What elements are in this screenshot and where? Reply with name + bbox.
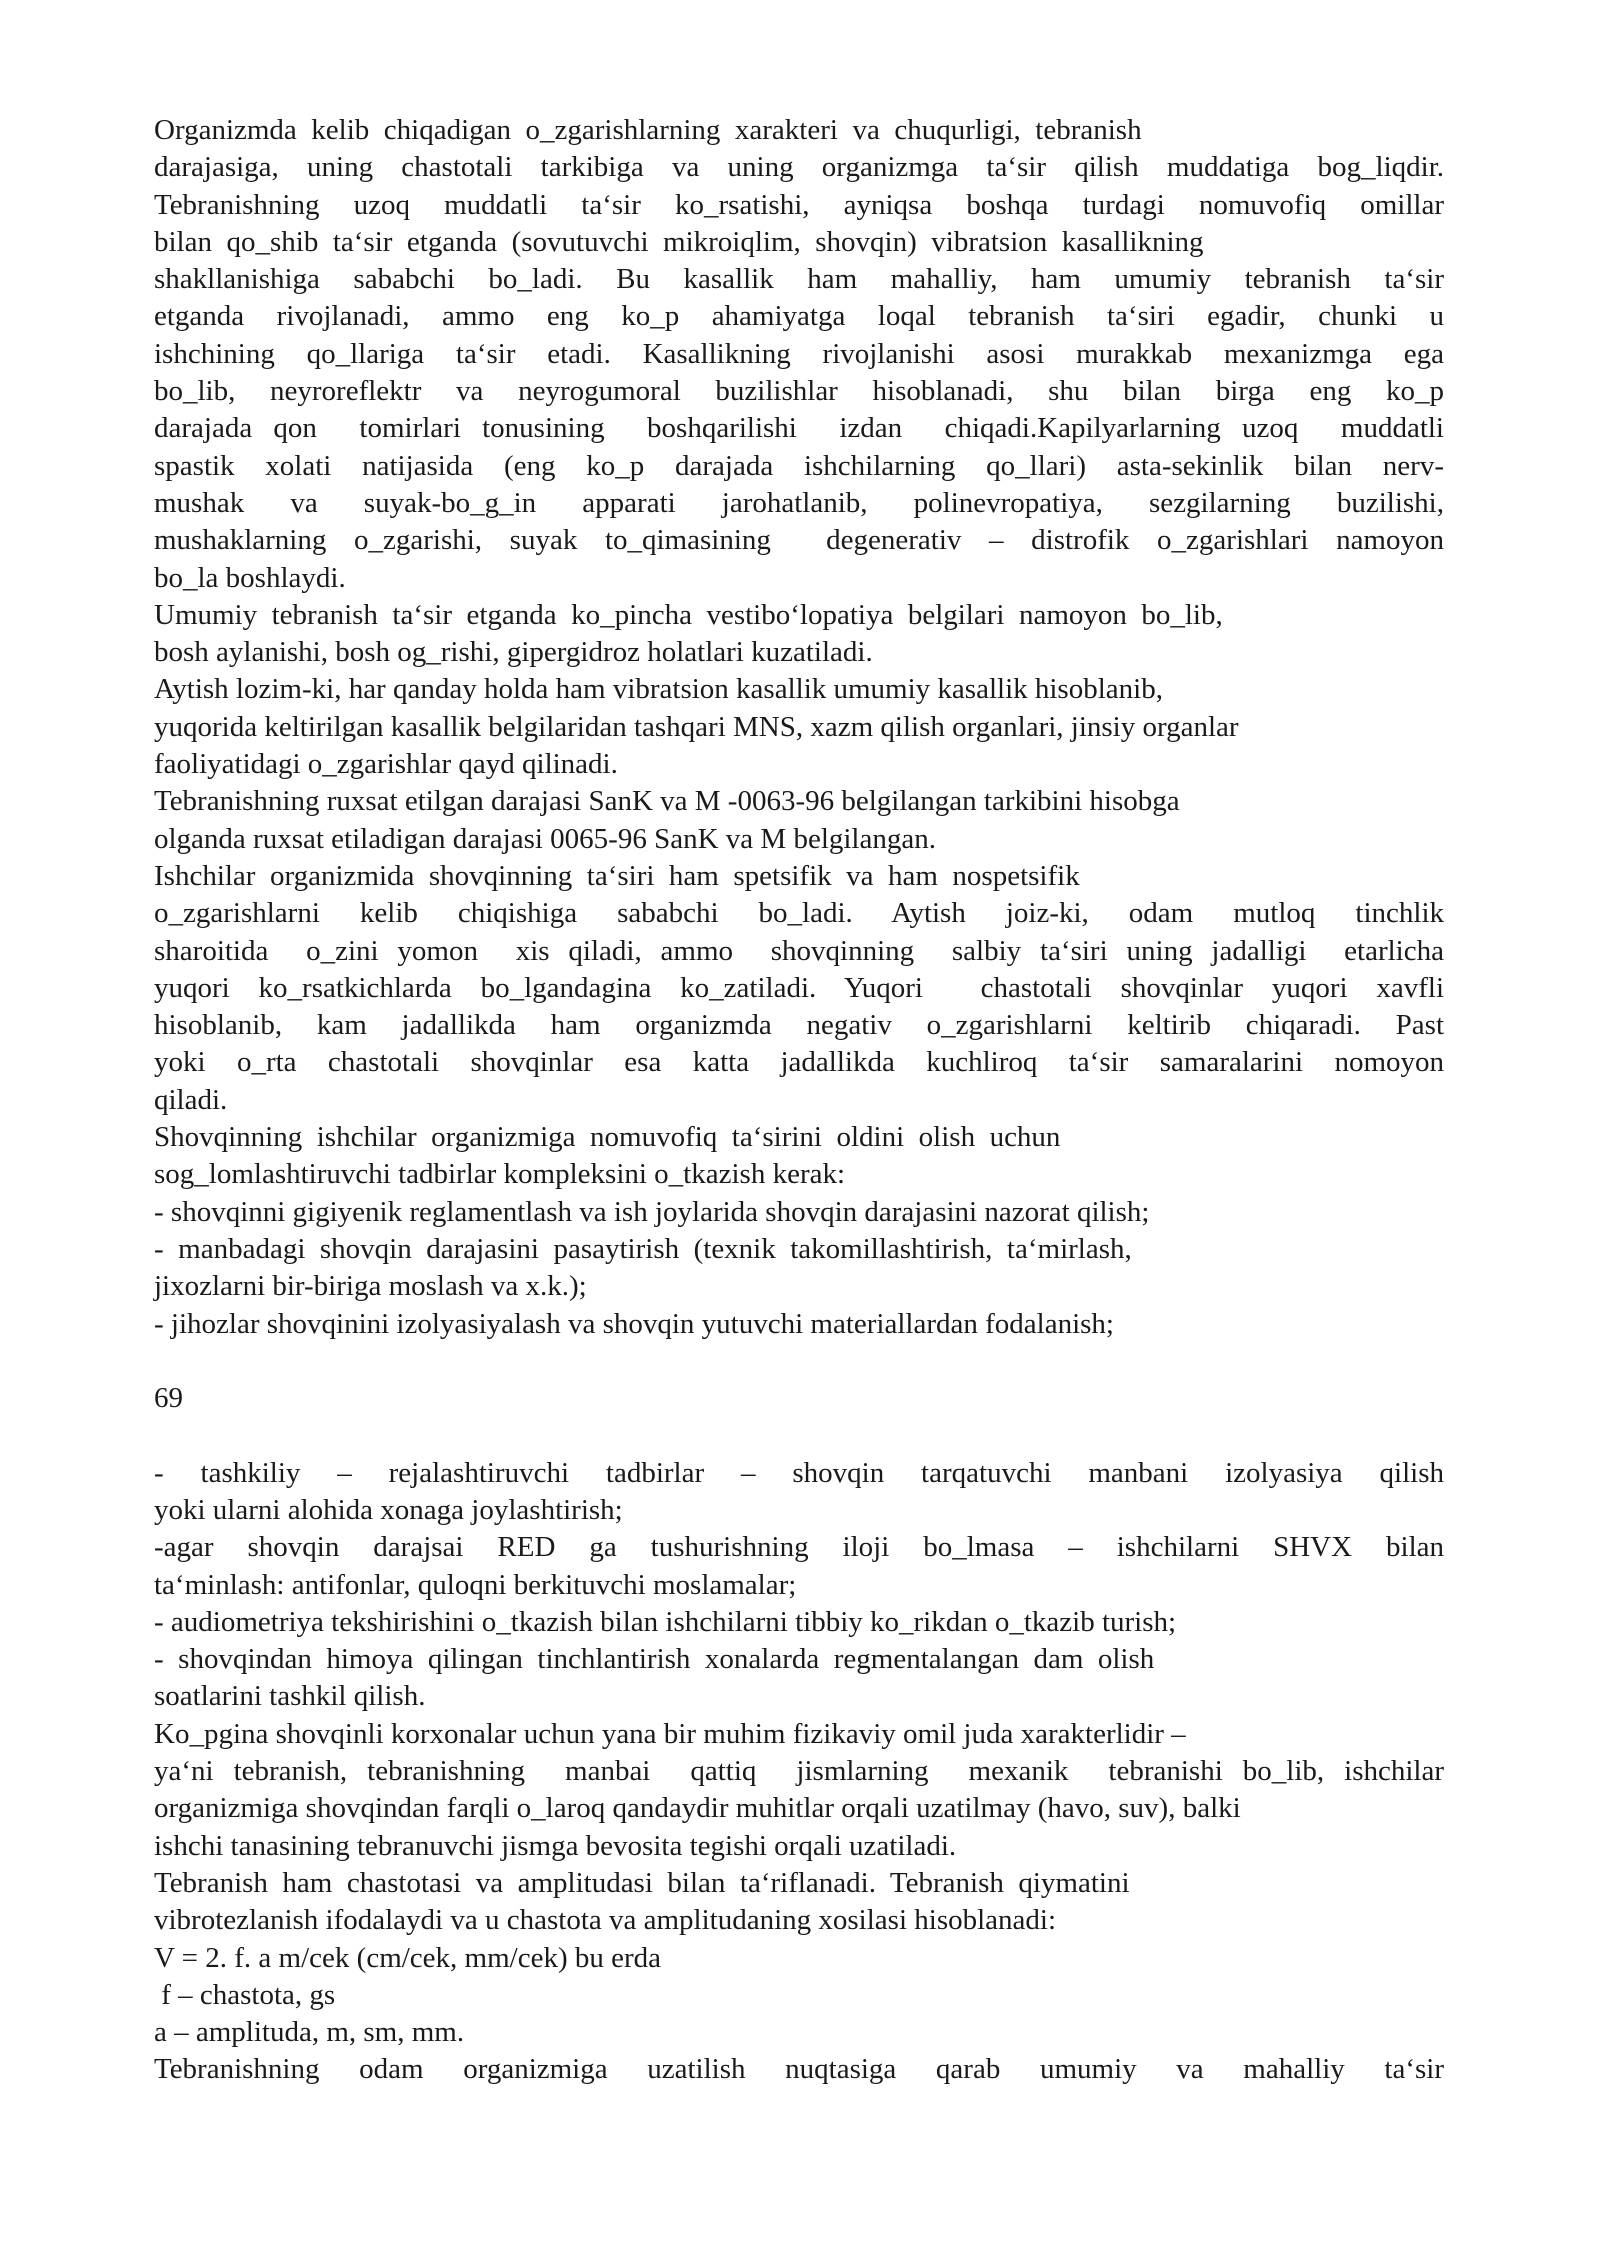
text-line: bilan qo_shib ta‘sir etganda (sovutuvchi mikroiqlim, shovqin) vibratsion kasallikning [154, 225, 1204, 258]
page-number: 69 [154, 1382, 183, 1415]
text-line: hisoblanib, kam jadallikda ham organizmda negativ o_zgarishlarni keltirib chiqaradi. Past [154, 1009, 1444, 1042]
text-line: V = 2. f. a m/cek (cm/cek, mm/cek) bu erda [154, 1941, 662, 1974]
text-line: faoliyatidagi o_zgarishlar qayd qilinadi. [154, 748, 618, 781]
text-line: yuqori ko_rsatkichlarda bo_lgandagina ko_zatiladi. Yuqori chastotali shovqinlar yuqori xavfli [154, 971, 1444, 1004]
text-line: Tebranishning odam organizmiga uzatilish nuqtasiga qarab umumiy va mahalliy ta‘sir [154, 2053, 1444, 2086]
text-line: etganda rivojlanadi, ammo eng ko_p ahamiyatga loqal tebranish ta‘siri egadir, chunki u [154, 300, 1444, 333]
text-line: shakllanishiga sababchi bo_ladi. Bu kasallik ham mahalliy, ham umumiy tebranish ta‘sir [154, 263, 1444, 296]
text-line: sharoitida o_zini yomon xis qiladi, ammo shovqinning salbiy ta‘siri uning jadalligi etarlicha [154, 934, 1444, 967]
text-line: soatlarini tashkil qilish. [154, 1680, 426, 1713]
text-line: mushak va suyak-bo_g_in apparati jarohatlanib, polinevropatiya, sezgilarning buzilishi, [154, 486, 1444, 519]
spacer [154, 1417, 1444, 1454]
text-line: Tebranish ham chastotasi va amplitudasi bilan ta‘riflanadi. Tebranish qiymatini [154, 1866, 1130, 1899]
text-line: qiladi. [154, 1083, 228, 1116]
text-line: ta‘minlash: antifonlar, quloqni berkituvchi moslamalar; [154, 1568, 797, 1601]
text-block-upper [154, 112, 1444, 1343]
text-line: organizmiga shovqindan farqli o_laroq qandaydir muhitlar orqali uzatilmay (havo, suv), balki [154, 1792, 1241, 1825]
text-line: olganda ruxsat etiladigan darajasi 0065-96 SanK va M belgilangan. [154, 822, 936, 855]
text-line: - shovqinni gigiyenik reglamentlash va ish joylarida shovqin darajasini nazorat qilish; [154, 1195, 1150, 1228]
text-line: - tashkiliy – rejalashtiruvchi tadbirlar – shovqin tarqatuvchi manbani izolyasiya qilish [154, 1456, 1444, 1489]
text-line: Organizmda kelib chiqadigan o_zgarishlarning xarakteri va chuqurligi, tebranish [154, 114, 1142, 146]
text-line: Shovqinning ishchilar organizmiga nomuvofiq ta‘sirini oldini olish uchun [154, 1121, 1061, 1154]
text-line: mushaklarning o_zgarishi, suyak to_qimasining degenerativ – distrofik o_zgarishlari namoyon [154, 524, 1444, 557]
text-line: ishchi tanasining tebranuvchi jismga bevosita tegishi orqali uzatiladi. [154, 1829, 957, 1862]
text-line: f – chastota, gs [154, 1978, 336, 2011]
text-line: darajada qon tomirlari tonusining boshqarilishi izdan chiqadi.Kapilyarlarning uzoq muddatli [154, 412, 1444, 445]
text-line: - shovqindan himoya qilingan tinchlantirish xonalarda regmentalangan dam olish [154, 1643, 1155, 1676]
text-block-lower [154, 1455, 1444, 2089]
text-line: -agar shovqin darajsai RED ga tushurishning iloji bo_lmasa – ishchilarni SHVX bilan [154, 1531, 1444, 1564]
text-line: bosh aylanishi, bosh og_rishi, gipergidroz holatlari kuzatiladi. [154, 636, 873, 669]
text-line: Tebranishning ruxsat etilgan darajasi SanK va M -0063-96 belgilangan tarkibini hisobga [154, 785, 1180, 818]
text-line: yoki ularni alohida xonaga joylashtirish; [154, 1493, 623, 1526]
text-line: a – amplituda, m, sm, mm. [154, 2016, 465, 2049]
document-page [154, 112, 1444, 2089]
spacer [154, 1343, 1444, 1380]
text-line: sog_lomlashtiruvchi tadbirlar kompleksini o_tkazish kerak: [154, 1158, 846, 1191]
text-line: - manbadagi shovqin darajasini pasaytirish (texnik takomillashtirish, ta‘mirlash, [154, 1232, 1132, 1265]
text-line: o_zgarishlarni kelib chiqishiga sababchi bo_ladi. Aytish joiz-ki, odam mutloq tinchlik [154, 897, 1444, 930]
text-line: darajasiga, uning chastotali tarkibiga va uning organizmga ta‘sir qilish muddatiga bog_liqdir. [154, 151, 1444, 184]
text-line: Aytish lozim-ki, har qanday holda ham vibratsion kasallik umumiy kasallik hisoblanib, [154, 673, 1163, 706]
text-line: ya‘ni tebranish, tebranishning manbai qattiq jismlarning mexanik tebranishi bo_lib, ishchilar [154, 1755, 1444, 1788]
text-line: vibrotezlanish ifodalaydi va u chastota va amplitudaning xosilasi hisoblanadi: [154, 1904, 1057, 1937]
text-line: Ishchilar organizmida shovqinning ta‘siri ham spetsifik va ham nospetsifik [154, 859, 1080, 892]
text-line: bo_la boshlaydi. [154, 561, 346, 594]
text-line: Tebranishning uzoq muddatli ta‘sir ko_rsatishi, ayniqsa boshqa turdagi nomuvofiq omillar [154, 188, 1444, 221]
text-line: - jihozlar shovqinini izolyasiyalash va shovqin yutuvchi materiallardan fodalanish; [154, 1307, 1114, 1340]
text-line: ishchining qo_llariga ta‘sir etadi. Kasallikning rivojlanishi asosi murakkab mexanizmga ega [154, 337, 1444, 370]
text-line: yoki o_rta chastotali shovqinlar esa katta jadallikda kuchliroq ta‘sir samaralarini nomoyon [154, 1046, 1444, 1079]
text-line: Ko_pgina shovqinli korxonalar uchun yana bir muhim fizikaviy omil juda xarakterlidir – [154, 1717, 1186, 1750]
text-line: - audiometriya tekshirishini o_tkazish bilan ishchilarni tibbiy ko_rikdan o_tkazib turish; [154, 1605, 1177, 1638]
text-line: spastik xolati natijasida (eng ko_p darajada ishchilarning qo_llari) asta-sekinlik bilan nerv- [154, 449, 1444, 482]
text-line: yuqorida keltirilgan kasallik belgilaridan tashqari MNS, xazm qilish organlari, jinsiy organlar [154, 710, 1239, 743]
text-line: bo_lib, neyroreflektr va neyrogumoral buzilishlar hisoblanadi, shu bilan birga eng ko_p [154, 375, 1444, 408]
text-line: Umumiy tebranish ta‘sir etganda ko_pincha vestibo‘lopatiya belgilari namoyon bo_lib, [154, 598, 1223, 631]
text-line: jixozlarni bir-biriga moslash va x.k.); [154, 1270, 587, 1303]
